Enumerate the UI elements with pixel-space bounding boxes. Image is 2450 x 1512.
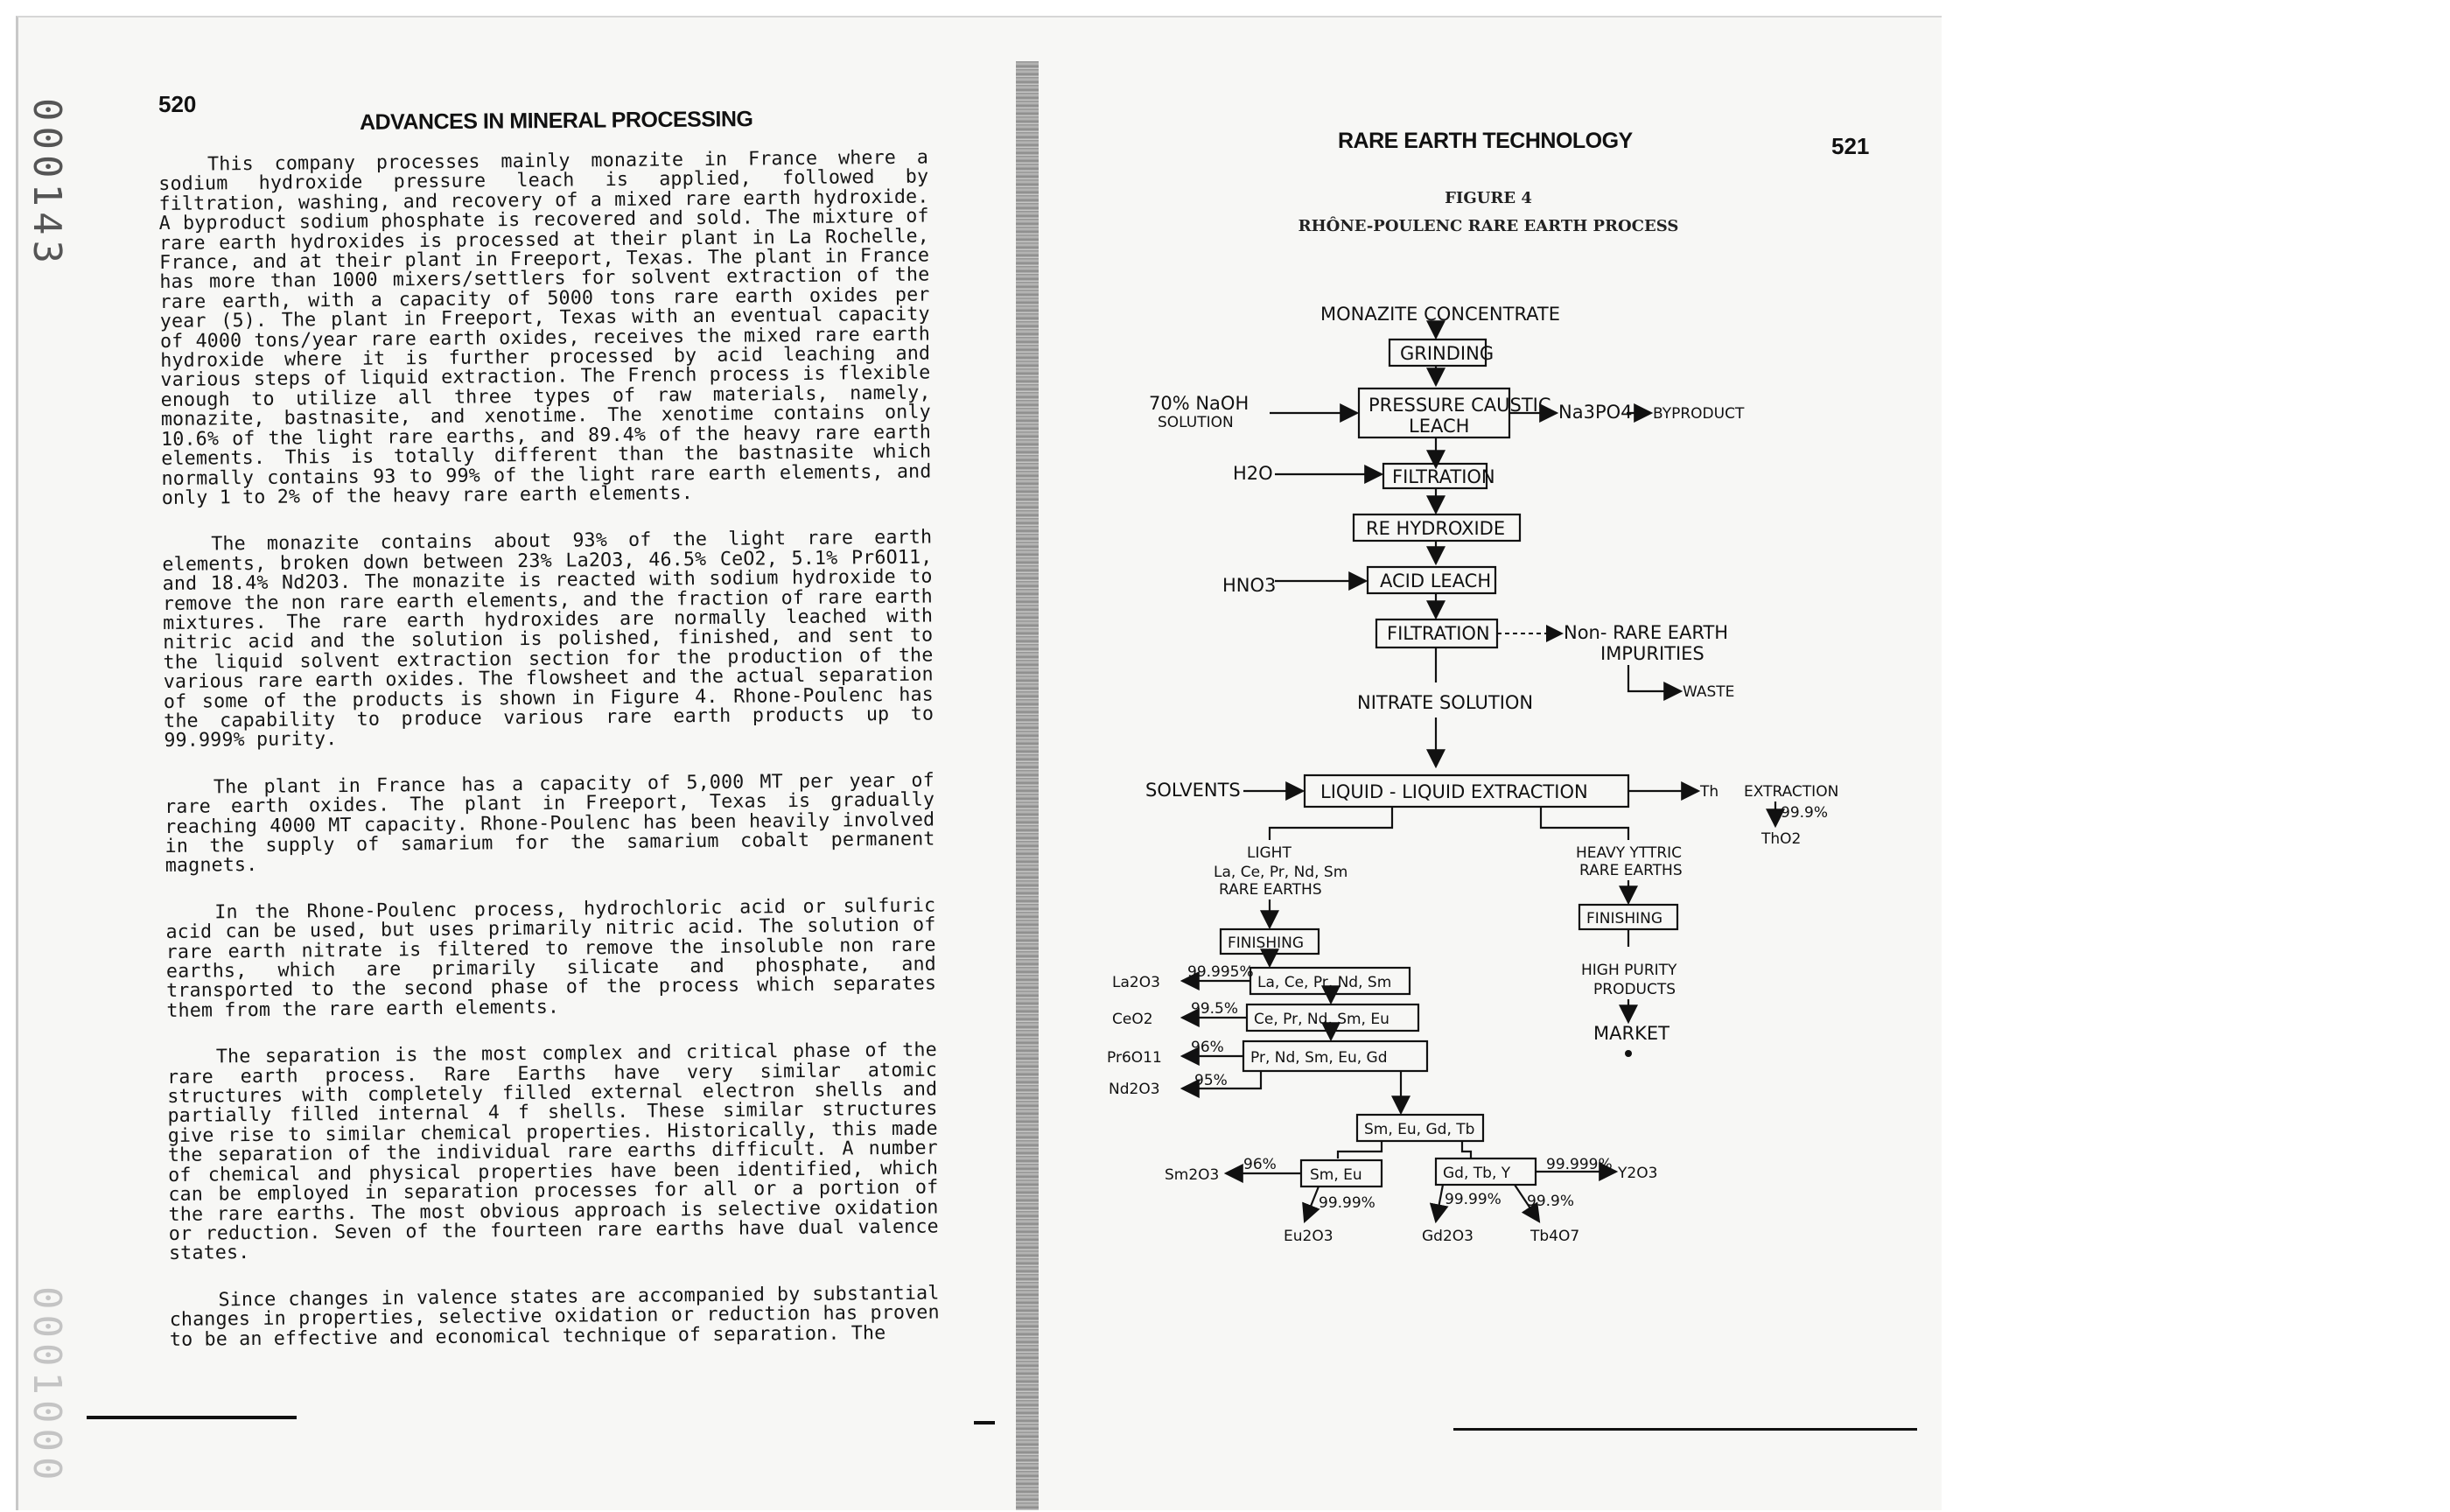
finishing-light-label: FINISHING — [1228, 934, 1305, 952]
figure-caption: RHÔNE-POULENC RARE EARTH PROCESS — [1298, 217, 1679, 235]
line-to-gdtby — [1462, 1141, 1471, 1158]
box-pr-nd-label: Pr, Nd, Sm, Eu, Gd — [1250, 1049, 1388, 1067]
filtration-label-2: FILTRATION — [1387, 623, 1490, 644]
left-running-title: ADVANCES IN MINERAL PROCESSING — [359, 107, 753, 135]
sm2o3-label: Sm2O3 — [1165, 1166, 1220, 1184]
box-sm-eu-gd-tb-label: Sm, Eu, Gd, Tb — [1364, 1121, 1475, 1138]
tb4o7-purity: 99.9% — [1527, 1193, 1575, 1210]
box-la-ce-pr-label: La, Ce, Pr, Nd, Sm — [1257, 974, 1392, 991]
paragraph-4: In the Rhone-Poulenc process, hydrochloric acid or sulfuric acid can be used, but uses primarily nitric acid. The solution of rare earth nitrate is filtered to remove the insoluble non rare earths, which are primarily silicate and phosphate, and transported to the second phase of the process which separates them from the rare earth elements. — [165, 894, 937, 1022]
arrow-eu2o3 — [1305, 1186, 1319, 1222]
paragraph-3: The plant in France has a capacity of 5,000 MT per year of rare earth oxides. The plant in Freeport, Texas is gradually reaching 4000 MT capacity. Rhone-Poulenc has been heavily involved in the supply of samarium for the samarium cobalt permanent magnets. — [164, 769, 935, 878]
lle-label: LIQUID - LIQUID EXTRACTION — [1320, 781, 1588, 802]
ceo2-label: CeO2 — [1112, 1011, 1153, 1028]
left-body-text — [158, 146, 940, 1377]
paragraph-5: The separation is the most complex and critical phase of the rare earth process. Rare Earths have very similar atomic structures with completely filled external electron shells and partially filled internal 4 f shells. These similar structures give rise to similar chemical properties. Historically, this made the separation of the individual rare earths difficult. A number of chemical and physical properties have been identified, which can be employed in separation processes for all or a portion of the rare earths. The most obvious approach is selective oxidation or reduction. Seven of the fourteen rare earths have dual valence states. — [166, 1039, 939, 1265]
line-to-heavy — [1541, 807, 1628, 840]
gd2o3-purity: 99.99% — [1445, 1191, 1502, 1208]
extraction-label: EXTRACTION — [1744, 783, 1839, 801]
th-label: Th — [1700, 783, 1719, 801]
re-hydroxide-label: RE HYDROXIDE — [1366, 518, 1506, 539]
arrow-gd2o3 — [1436, 1185, 1443, 1222]
line-to-smeu — [1338, 1141, 1382, 1158]
eu2o3-purity: 99.99% — [1319, 1194, 1376, 1212]
y2o3-label: Y2O3 — [1618, 1165, 1658, 1182]
arrow-waste — [1628, 665, 1681, 691]
book-gutter — [1016, 61, 1039, 1510]
gd2o3-label: Gd2O3 — [1422, 1228, 1474, 1245]
heavy-label-1: HEAVY YTTRIC — [1576, 844, 1683, 862]
light-label-1: LIGHT — [1247, 844, 1292, 862]
leach-label-1: PRESSURE CAUSTIC — [1368, 395, 1551, 416]
grinding-label: GRINDING — [1400, 343, 1494, 364]
y2o3-purity: 99.999% — [1546, 1156, 1613, 1173]
filtration-label-1: FILTRATION — [1392, 466, 1495, 487]
acid-leach-label: ACID LEACH — [1380, 570, 1492, 592]
na3po4-label: Na3PO4 — [1558, 402, 1633, 423]
archive-stamp-bottom: 0001000 — [24, 1286, 69, 1486]
byproduct-label: BYPRODUCT — [1653, 405, 1745, 423]
paragraph-6: Since changes in valence states are accompanied by substantial changes in properties, selective oxidation or reduction has proven to be an effective and economical technique of separation. The — [169, 1282, 940, 1351]
nd2o3-label: Nd2O3 — [1109, 1081, 1160, 1098]
market-dot — [1625, 1050, 1632, 1057]
non-re-label-2: IMPURITIES — [1600, 643, 1704, 664]
la2o3-label: La2O3 — [1112, 974, 1160, 991]
nd2o3-purity: 95% — [1194, 1072, 1228, 1089]
pr6o11-label: Pr6O11 — [1107, 1049, 1162, 1067]
heavy-label-2: RARE EARTHS — [1579, 862, 1683, 879]
figure-label: FIGURE 4 — [1445, 189, 1532, 207]
h2o-label: H2O — [1233, 463, 1273, 484]
solvents-label: SOLVENTS — [1145, 780, 1241, 801]
box-sm-eu-label: Sm, Eu — [1310, 1166, 1362, 1184]
hno3-label: HNO3 — [1222, 575, 1277, 596]
naoh-label-2: SOLUTION — [1158, 414, 1234, 431]
light-label-2: La, Ce, Pr, Nd, Sm — [1214, 864, 1348, 881]
tb4o7-label: Tb4O7 — [1530, 1228, 1580, 1245]
left-page-number: 520 — [158, 91, 197, 117]
high-purity-label-1: HIGH PURITY — [1581, 962, 1677, 979]
leach-label-2: LEACH — [1409, 416, 1470, 437]
finishing-heavy-label: FINISHING — [1586, 910, 1663, 928]
line-to-light — [1270, 807, 1392, 840]
la2o3-purity: 99.995% — [1187, 963, 1254, 981]
paragraph-1: This company processes mainly monazite in France where a sodium hydroxide pressure leach is applied, followed by filtration, washing, and recovery of a mixed rare earth hydroxide. A byproduct sodium phosphate is recovered and sold. The mixture of rare earth hydroxides is processed at their plant in La Rochelle, France, and at their plant in Freeport, Texas. The plant in France has more than 1000 mixers/settlers for solvent extraction of the rare earth, with a capacity of 5000 tons rare earth oxides per year (5). The plant in Freeport, Texas with an eventual capacity of 4000 tons/year rare earth oxides, receives the mixed rare earth hydroxide where it is further processed by acid leaching and various steps of liquid extraction. The French process is flexible enough to utilize all three types of raw materials, namely, monazite, bastnasite, and xenotime. The xenotime contains only 10.6% of the light rare earths, and 89.4% of the heavy rare earth elements. This is totally different than the bastnasite which normally contains 93 to 99% of the light rare earth elements, and only 1 to 2% of the heavy rare earth elements. — [158, 146, 932, 509]
high-purity-label-2: PRODUCTS — [1593, 981, 1676, 998]
eu2o3-label: Eu2O3 — [1284, 1228, 1334, 1245]
box-ce-pr-label: Ce, Pr, Nd, Sm, Eu — [1254, 1011, 1390, 1028]
right-running-title: RARE EARTH TECHNOLOGY — [1338, 129, 1633, 153]
market-label: MARKET — [1593, 1023, 1670, 1044]
gutter-mark — [974, 1421, 995, 1424]
monazite-label: MONAZITE CONCENTRATE — [1320, 304, 1561, 325]
archive-stamp-top: 000143 — [24, 98, 69, 269]
non-re-label-1: Non- RARE EARTH — [1564, 622, 1729, 643]
process-flowsheet — [1103, 280, 1891, 1278]
sm2o3-purity: 96% — [1243, 1156, 1277, 1173]
right-bottom-rule — [1453, 1428, 1917, 1431]
th-purity: 99.9% — [1781, 804, 1829, 822]
right-page-number: 521 — [1831, 133, 1870, 159]
paragraph-2: The monazite contains about 93% of the light rare earth elements, broken down between 23% La2O3, 46.5% CeO2, 5.1% Pr6O11, and 18.4% Nd2O3. The monazite is reacted with sodium hydroxide to remove the non rare earth elements, and the fraction of rare earth mixtures. The rare earth hydroxides are normally leached with nitric acid and the solution is polished, finished, and sent to the liquid solvent extraction section for the production of the various rare earth oxides. The flowsheet and the actual separation of some of the products is shown in Figure 4. Rhone-Poulenc has the capability to produce various rare earth products up to 99.999% purity. — [162, 526, 934, 752]
naoh-label-1: 70% NaOH — [1149, 393, 1250, 414]
pr6o11-purity: 96% — [1191, 1039, 1224, 1056]
ceo2-purity: 99.5% — [1191, 1000, 1239, 1018]
nitrate-label: NITRATE SOLUTION — [1357, 692, 1534, 713]
waste-label: WASTE — [1683, 683, 1735, 701]
tho2-label: ThO2 — [1761, 830, 1802, 848]
scanned-document — [16, 16, 1942, 1510]
left-bottom-rule — [87, 1416, 297, 1419]
light-label-3: RARE EARTHS — [1219, 881, 1322, 899]
box-gd-tb-y-label: Gd, Tb, Y — [1443, 1165, 1511, 1182]
